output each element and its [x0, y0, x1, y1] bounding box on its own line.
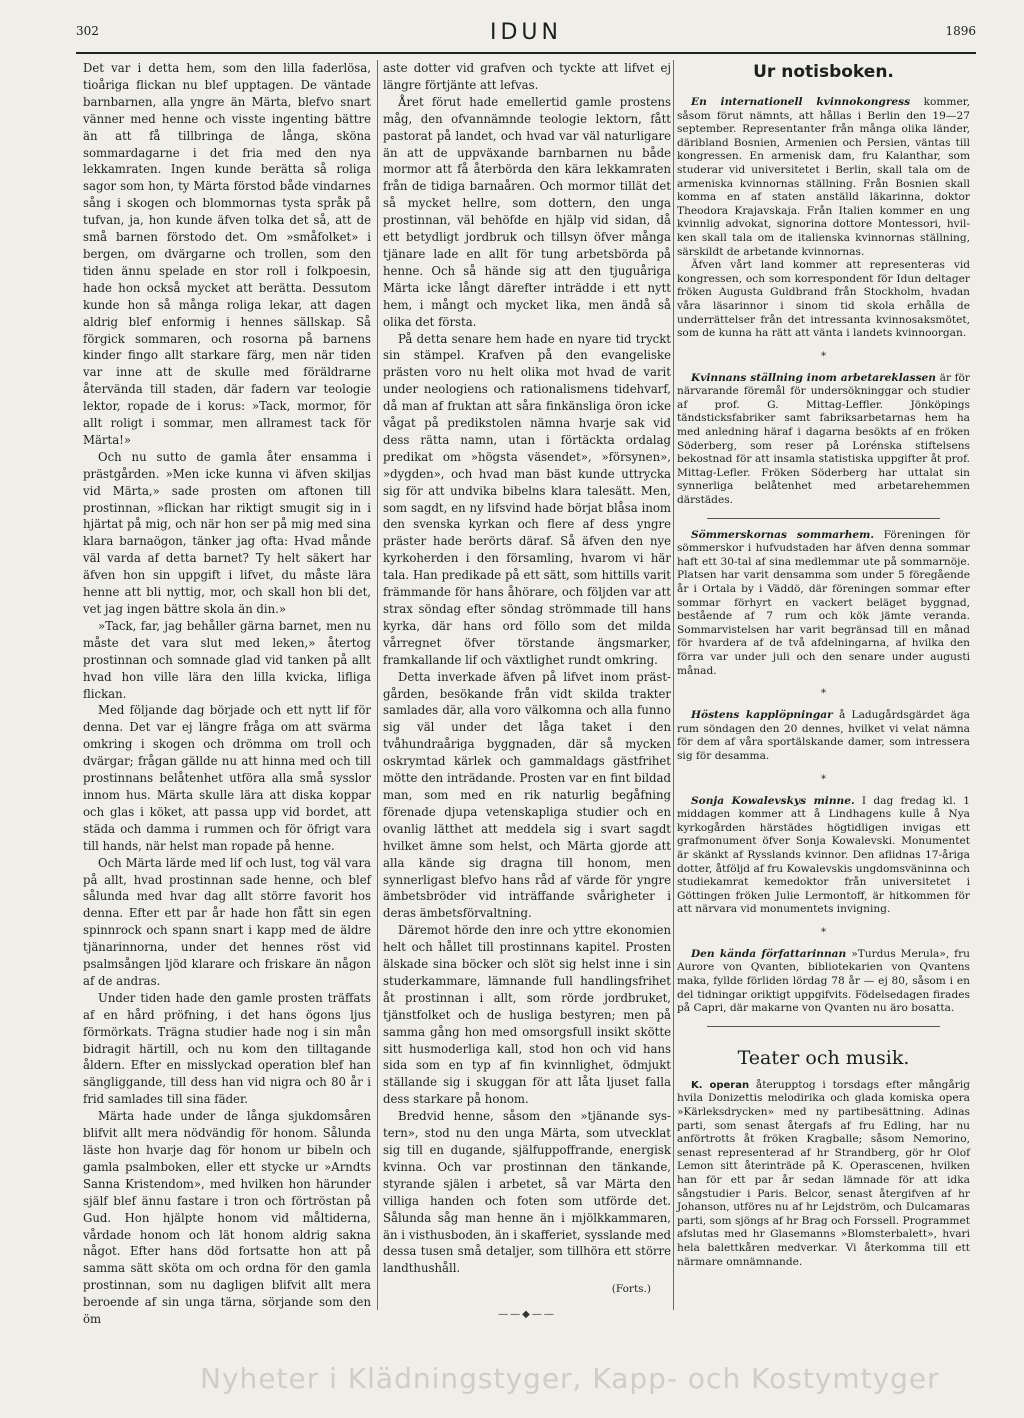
- section-title: Ur notisboken.: [753, 62, 894, 82]
- separator-star: *: [821, 688, 826, 700]
- page-number: 302: [76, 24, 99, 38]
- story-column-1: [83, 60, 371, 1327]
- notice: Kvinnans ställning inom arbetareklassen är för närvarande föremål för undersökninggar och studier af prof. G. Mittag-Leffler. Jönköpings tändsticksfabriker samt fabriksarbetarnas hem ha med anledning häraf i dagarna besökts af en fröken Söderberg, som reser på Lorénska stiftelsens bekostnad för att insamla statistiska uppgifter åt prof. Mittag-Lefler. Fröken Söderberg har uttalat sin synnerliga belåtenhet med arbetarehemmen därstädes.: [677, 371, 970, 507]
- story-paragraph: Och nu sutto de gamla åter ensamma i prästgården. »Men icke kunna vi äfven skiljas vid Märta,» sade prosten om aftonen till prostinnan, »flickan har riktigt smugit sig in i hjärtat på mig, och när hon ser på mig med sina klara barnaögon, tänker jag ofta: Hvad månde väl varda af detta barnet? Ty helt säkert har äfven hon sin uppgift i lifvet, du måste lära henne att bli nyttig, mor, och skall hon bli det, vet jag ingen bättre skola än din.»: [83, 449, 371, 616]
- story-paragraph: Märta hade under de långa sjukdomsåren blifvit allt mera nödvändig för honom. Sålunda läste hon hvarje dag för honom ur bibeln och gamla psalmboken, eller ett stycke ur »Arndts Sanna Kristendom», med hvilken hon härunder själf blef ännu fastare i tron och förtröstan på Gud. Hon hjälpte honom vid måltiderna, vårdade honom och lät honom aldrig sakna något. Efter hans död fortsatte hon att på samma sätt sköta om och ordna för den gamla prostinnan, som nu dagligen blifvit allt mera beroende af sin unga tärna, sörjande som den öm: [83, 1109, 371, 1327]
- section-title: Teater och musik.: [737, 1046, 910, 1069]
- theatre-notice: K. operan återupptog i torsdags efter mångårig hvila Donizettis melodirika och glada komiska opera »Kärleksdrycken» med ny partibesättning. Adinas parti, som senast återgafs af fru Edling, har nu anförtrotts åt fröken Kragballe; såsom Nemorino, senast representerad af hr Strandberg, gör hr Olof Lemon sitt återinträde på K. Operascenen, hvilken han för ett par år sedan lämnade för att idka sångstudier i Paris. Belcor, senast återgifven af hr Johanson, utföres nu af hr Lejdström, och Dulcamaras parti, som sjöngs af hr Brag och Forssell. Programmet afslutas med hr Glasemanns »Blomsterbalett», hvari hela balettkåren medverkar. Vi återkomma till ett närmare omnämnande.: [677, 1078, 970, 1268]
- issue-year: 1896: [945, 24, 976, 38]
- story-paragraph: Däremot hörde den inre och yttre ekonomien helt och hållet till prostinnans kapitel. Prosten älskade sina böcker och slöt sig helst inne i sin studerkammare, lämnande full handlingsfrihet åt prostinnan i allt, som rörde jordbruket, tjänstfolket och de husliga bestyren; men på samma gång hon med omsorgsfull insikt skötte sitt husmoderliga kall, stod hon och vid hans sida som en typ af fin kvinnlighet, ödmjukt ställande sig i skuggan för att låta ljuset falla dess starkare på honom.: [383, 923, 671, 1107]
- news-column: [677, 60, 970, 1310]
- story-column-2: [383, 60, 671, 1321]
- story-paragraph: »Tack, far, jag behåller gärna barnet, men nu måste det vara slut med leken,» återtog prostinnan och somnade glad vid tanken på allt hvad hon ville lära den lilla kvicka, lifliga flickan.: [83, 618, 371, 701]
- story-paragraph: Året förut hade emellertid gamle prostens måg, den ofvannämnde teologie lektorn, fått pastorat på landet, och hvad var väl naturligare än att de uppväxande barnbarnen nu både mormor att få återbörda den kära lekkamraten från de tidiga barnaåren. Och mormor tillät det så mycket hellre, som dottern, den unga prostinnan, väl behöfde en hjälp vid sidan, då ett betydligt jordbruk och tillsyn öfver många tjänare lade en allt för tung arbetsbörda på henne. Och så hände sig att den tjuguåriga Märta icke långt därefter inträdde i ett nytt hem, i mångt och mycket lika, men ändå så olika det första.: [383, 94, 671, 329]
- bleed-through-text: Nyheter i Klädningstyger, Kapp- och Kostymtyger: [200, 1362, 940, 1395]
- header-rule: [76, 52, 976, 54]
- notice: Sonja Kowalevskys minne. I dag fredag kl. 1 middagen kommer att å Lindhagens kulle å Nya kyrkogården härstädes högtidligen invigas ett grafmonument öfver Sonja Kowalevski. Monumentet är skänkt af Rysslands kvinnor. Den aflidnas 17-åriga dotter, åtföljd af fru Kowalevskis ungdomsväninna och studiekamrat kemedoktor från universitetet i Göttingen fröken Julie Lermontoff, är hitkommen för att närvara vid monumentets invigning.: [677, 794, 970, 916]
- notice: Sömmerskornas sommarhem. Föreningen för sömmerskor i hufvudstaden har äfven denna sommar haft ett 30-tal af sina medlemmar ute på sommarnöje. Platsen har varit densamma som under 5 föregående år i Ortala by i Väddö, där föreningen sommar efter sommar förhyrt en vackert beläget byggnad, bestående af 7 rum och kök jämte veranda. Sommarvistelsen har varit begränsad till en månad för hvardera af de två afdelningarna, af hvilka den förra var under juli och den senare under augusti månad.: [677, 528, 970, 677]
- column-divider: [377, 60, 378, 1310]
- story-paragraph: Under tiden hade den gamle prosten träffats af en hård pröfning, i det hans ögons ljus förmörkats. Trägna studier hade nog i sin mån bidragit härtill, och nu kom den tilltagande åldern. Efter en misslyckad operation blef han sängliggande, till dess han vid nigra och 80 år i frid samlades till sina fäder.: [83, 990, 371, 1107]
- notice: En internationell kvinnokongress kommer, såsom förut nämnts, att hållas i Berlin den 19—27 september. Representanter från många olika länder, däribland Bosnien, Armenien och Persien, väntas till kongressen. En armenisk dam, fru Kalanthar, som studerar vid universitetet i Berlin, skall tala om de armeniska kvinnornas ställning. Från Bosnien skall komma en af staten anställd läkarinna, doktor Theodora Krajavskaja. Från Italien kommer en ung kvinnlig advokat, signorina dottore Montessori, hvilken skall tala om de italienska kvinnornas ställning, särskildt de arbetande kvinnornas.: [677, 96, 970, 258]
- story-paragraph: Detta inverkade äfven på lifvet inom prästgården, besökande från vidt skilda trakter samlades där, alla voro välkomna och alla funno sig väl under det låga taket i den tvåhundraåriga byggnaden, där så mycken oskrymtad kärlek och gammaldags gästfrihet mötte den inträdande. Prosten var en fint bildad man, som med en rik naturlig begåfning förenade djupa vetenskapliga studier och en ovanlig lätthet att meddela sig i svart sagdt hvilket ämne som helst, och Märta gjorde att alla kände sig dragna till honom, men synnerligast blefvo hans råd af värde för yngre ämbetsbröder vid inträffande svårigheter i deras ämbetsförvaltning.: [383, 669, 671, 921]
- column-divider: [673, 60, 674, 1310]
- notice: Höstens kapplöpningar å Ladugårdsgärdet äga rum söndagen den 20 dennes, hvilket vi velat nämna för dem af våra sportälskande damer, som intressera sig för desamma.: [677, 709, 970, 762]
- story-paragraph: Och Märta lärde med lif och lust, tog väl vara på allt, hvad prostinnan sade henne, och blef sålunda med hvar dag allt större favorit hos denna. Efter ett par år hade hon fått sin egen spinnrock och spann snart i kapp med de äldre tjänarinnorna, under det hennes röst vid psalmsången ljöd klarare och friskare än någon af de andras.: [83, 855, 371, 988]
- notice: Den kända författarinnan »Turdus Merula», fru Aurore von Qvanten, bibliotekarien von Qvantens maka, fyllde förliden lördag 78 år — ej 80, såsom i en del tidningar oriktigt uppgifvits. Födelsedagen firades på Capri, där makarne von Qvanten nu äro bosatta.: [677, 947, 970, 1015]
- masthead-title: IDUN: [490, 20, 562, 45]
- page-header: [76, 20, 976, 50]
- story-paragraph: aste dotter vid grafven och tyckte att lifvet ej längre förtjänte att lefvas.: [383, 61, 671, 92]
- ornament: ——◆——: [498, 1309, 556, 1321]
- separator-star: *: [821, 773, 826, 785]
- separator-star: *: [821, 350, 826, 362]
- separator-star: *: [821, 926, 826, 938]
- continued-note: (Forts.): [611, 1283, 651, 1296]
- notice: Äfven vårt land kommer att representeras vid kongressen, och som korrespondent för Idun deltager fröken Augusta Guldbrand från Stockholm, hvadan våra läsarinnor i sinom tid skola erhålla de underrättelser från det intressanta kvinnosaksmötet, som de kunna ha rätt att vänta i landets kvinnoorgan.: [677, 259, 970, 340]
- separator-rule: [707, 1026, 940, 1027]
- separator-rule: [707, 518, 940, 519]
- story-paragraph: På detta senare hem hade en nyare tid tryckt sin stämpel. Krafven på den evangeliske prästen voro nu helt olika mot hvad de varit under neologiens och rationalismens tidehvarf, då man af fruktan att såra finkänsliga öron icke vågat på predikstolen nämna hvarje sak vid dess rätta namn, utan i förtäckta ordalag predikat om »högsta väsendet», »försynen», »dygden», och hvad man bäst kunde uttrycka sig för att undvika bibelns klara talesätt. Men, som sagdt, en ny lifsvind hade börjat blåsa inom den svenska kyrkan och flere af dess yngre präster hade berörts däraf. Så äfven den nye kyrkoherden i den församling, hvarom vi här tala. Han predikade på ett sätt, som hittills varit främmande för hans åhörare, och följden var att strax söndag efter söndag strömmade till hans kyrka, där hans ord föllo som det milda vårregnet öfver törstande ängsmarker, framkallande lif och växtlighet rundt omkring.: [383, 331, 671, 667]
- story-paragraph: Det var i detta hem, som den lilla faderlösa, tioåriga flickan nu blef upptagen. De väntade barnbarnen, alla yngre än Märta, blefvo snart vänner med henne och visste ingenting bättre än att få tillbringa de långa, sköna sommardagarne i det fria med den nya lekkamraten. Ingen kunde berätta så roliga sagor som hon, ty Märta förstod både vindarnes sång i skogen och blommornas tysta språk på tufvan, ja, hon kunde äfven tolka det så, att de små barnen förstodo det. Om »småfolket» i bergen, om dvärgarne och trollen, som den tiden ännu spelade en stor roll i folkpoesin, hade hon också mycket att berätta. Dessutom kunde hon så många roliga lekar, att dagen aldrig blef enformig i hennes sällskap. Så förgick sommaren, och rosorna på barnens kinder fingo allt starkare färg, men när tiden var inne att de skulle med föräldrarne återvända till staden, där fadern var teologie lektor, ropade de i korus: »Tack, mormor, för allt roligt i sommar, men allramest tack för Märta!»: [83, 61, 371, 447]
- story-paragraph: Med följande dag började och ett nytt lif för denna. Det var ej längre fråga om att svärma omkring i skogen och drömma om troll och dvärgar; frågan gällde nu att hinna med och till prostinnans belåtenhet utföra alla små sysslor innom hus. Märta skulle lära att diska koppar och glas i köket, att passa upp vid bordet, att städa och damma i rummen och för öfrigt vara till hands, när helst man ropade på henne.: [83, 703, 371, 853]
- story-paragraph: Bredvid henne, såsom den »tjänande systern», stod nu den unga Märta, som utvecklat sig till en dugande, själfuppoffrande, energisk kvinna. Och var prostinnan den tänkande, styrande själen i arbetet, så var Märta den villiga handen och foten som utförde det. Sålunda såg man henne än i mjölkkammaren, än i visthusboden, än i skafferiet, sysslande med dessa tusen små detaljer, som tillhöra ett större landthushåll.: [383, 1109, 671, 1276]
